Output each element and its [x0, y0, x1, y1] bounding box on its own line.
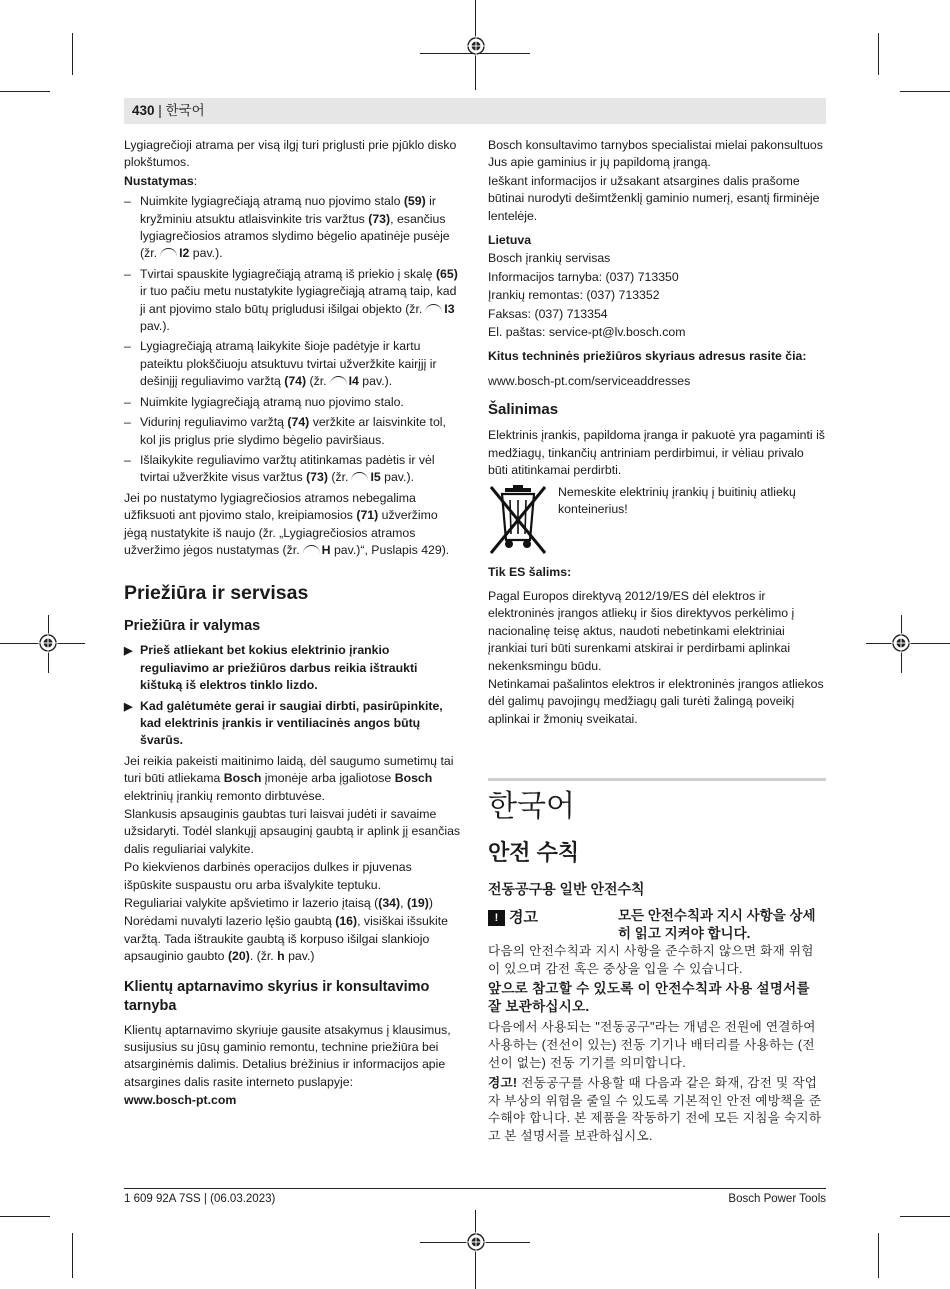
paragraph: Bosch konsultavimo tarnybos specialistai mielai pakonsultuos Jus apie gaminius ir jų papildomą įrangą. [488, 138, 823, 170]
registration-target-icon [466, 1232, 486, 1252]
subsection-title: Priežiūra ir valymas [124, 618, 261, 635]
footer-doc-number: 1 609 92A 7SS | (06.03.2023) [124, 1193, 276, 1205]
figure-ref-icon [351, 472, 368, 481]
paragraph: Slankusis apsauginis gaubtas turi laisvai judėti ir savaime užsidaryti. Todėl slankųjį apsauginį gaubtą ir aplink jį esančias dalis reguliariai valykite. [124, 807, 461, 856]
korean-subheading: 전동공구용 일반 안전수칙 [488, 881, 645, 898]
figure-ref-icon [303, 545, 320, 554]
list-item: – Išlaikykite reguliavimo varžtų atitinkamas padėtis ir vėl tvirtai užveržkite visus varžtus (73) (žr. I5 pav.). [124, 452, 461, 487]
website-link[interactable]: www.bosch-pt.com [124, 1093, 237, 1108]
section-title: Priežiūra ir servisas [124, 582, 309, 605]
warning-icon: ! [488, 910, 505, 926]
crop-mark [0, 1216, 50, 1217]
setup-heading: Nustatymas: [124, 173, 198, 188]
korean-paragraph: 경고! 전동공구를 사용할 때 다음과 같은 화재, 감전 및 작업자 부상의 위험을 줄일 수 있도록 기본적인 안전 예방책을 준수해야 합니다. 본 제품을 작동하기 전에 모든 지침을 숙지하고 본 설명서를 보관하십시오. [488, 1076, 822, 1143]
subsection-title: Klientų aptarnavimo skyrius ir konsultavimo tarnyba [124, 978, 430, 1014]
paragraph: Jei po nustatymo lygiagrečiosios atramos nebegalima užfiksuoti ant pjovimo stalo, kreipiamosios (71) užveržimo jėgą nustatykite iš naujo (žr. „Lygiagrečiosios atramos užveržimo jėgos nustatymas (žr. H pav.)“, Puslapis 429). [124, 490, 450, 557]
korean-paragraph: 다음에서 사용되는 "전동공구"라는 개념은 전원에 연결하여 사용하는 (전선이 있는) 전동 기기나 배터리를 사용하는 (전선이 없는) 전동 기기를 의미합니다. [488, 1020, 816, 1070]
left-column [124, 137, 461, 1111]
contact-line: Faksas: (037) 713354 [488, 306, 608, 321]
list-item: – Nuimkite lygiagrečiąją atramą nuo pjovimo stalo (59) ir kryžminiu atsuktu atlaisvinkite tris varžtus (73), esančius lygiagrečiosios atramos slydimo bėgelio apatinėje pusėje (žr. I2 pav.). [124, 193, 461, 263]
crossed-bin-icon [488, 484, 548, 556]
korean-paragraph: 다음의 안전수칙과 지시 사항을 준수하지 않으면 화재 위험이 있으며 감전 혹은 중상을 입을 수 있습니다. [488, 944, 814, 976]
crop-mark [900, 1216, 950, 1217]
page-number: 430 [132, 103, 155, 118]
footer-brand: Bosch Power Tools [728, 1193, 826, 1205]
figure-ref-icon [330, 376, 347, 385]
contact-line: Bosch įrankių servisas [488, 251, 611, 266]
warning-label: ! 경고 [488, 909, 538, 926]
eu-heading: Tik ES šalims: [488, 564, 572, 579]
registration-target-icon [891, 633, 911, 653]
disposal-title: Šalinimas [488, 401, 559, 419]
contact-line: Informacijos tarnyba: (037) 713350 [488, 269, 679, 284]
paragraph: Lygiagrečioji atrama per visą ilgį turi priglusti prie pjūklo disko plokštumos. [124, 138, 457, 170]
list-item: – Nuimkite lygiagrečiąją atramą nuo pjovimo stalo. [124, 394, 461, 411]
korean-keep-notice: 앞으로 참고할 수 있도록 이 안전수칙과 사용 설명서를 잘 보관하십시오. [488, 981, 810, 1015]
crop-mark [0, 91, 50, 92]
disposal-notice [488, 484, 826, 556]
warning-item: ▶ Prieš atliekant bet kokius elektrinio įrankio reguliavimo ar priežiūros darbus reikia ištraukti kištuką iš elektros tinklo lizdo. [124, 643, 418, 693]
section-divider [488, 778, 826, 781]
paragraph: Ieškant informacijos ir užsakant atsargines dalis prašome būtinai nurodyti dešimtženklį gaminio numerį, esantį firminėje lentelėje. [488, 173, 820, 223]
footer-divider [124, 1188, 826, 1189]
paragraph: Pagal Europos direktyvą 2012/19/ES dėl elektros ir elektroninės įrangos atliekų ir šios direktyvos perkėlimo į nacionalinę teisę aktus, naudoti nebetinkami elektriniai įrankiai turi būti surenkami atskirai ir perdirbami aplinkai nekenksmingu būdu. [488, 588, 795, 673]
contact-line: Įrankių remontas: (037) 713352 [488, 288, 660, 303]
arrow-right-icon: ▶ [124, 645, 133, 658]
page-header [124, 98, 826, 124]
service-address-link[interactable]: www.bosch-pt.com/serviceaddresses [488, 373, 691, 388]
crop-mark [900, 91, 950, 92]
header-language: 한국어 [165, 103, 205, 118]
paragraph: Jei reikia pakeisti maitinimo laidą, dėl saugumo sumetimų tai turi būti atliekama Bosch įmonėje arba įgaliotose Bosch elektrinių įrankių remonto dirbtuvėse. [124, 753, 454, 803]
list-item: – Vidurinį reguliavimo varžtą (74) veržkite ar laisvinkite tol, kol jis priglus prie slydimo bėgelio paviršiaus. [124, 414, 461, 449]
arrow-right-icon: ▶ [124, 700, 133, 713]
warning-block [488, 907, 826, 943]
paragraph: Po kiekvienos darbinės operacijos dulkes ir pjuvenas išpūskite suspaustu oru arba išvalykite teptuku. [124, 860, 412, 892]
crop-mark [72, 33, 73, 75]
paragraph: Reguliariai valykite apšvietimo ir lazerio įtaisą ((34), (19)) [124, 896, 433, 911]
paragraph: Elektrinis įrankis, papildoma įranga ir pakuotė yra pagaminti iš medžiagų, tinkančių antriniam perdirbimui, ir vėliau privalo būti atitinkamai perdirbti. [488, 428, 825, 478]
crop-mark [878, 1233, 879, 1278]
warning-bold-text: 모든 안전수칙과 지시 사항을 상세히 읽고 지켜야 합니다. [618, 908, 816, 942]
country-heading: Lietuva [488, 233, 532, 248]
crop-mark [72, 1233, 73, 1278]
bin-notice-text: Nemeskite elektrinių įrankių į buitinių atliekų konteinerius! [558, 484, 796, 516]
paragraph: Netinkamai pašalintos elektros ir elektroninės įrangos atliekos dėl galimų pavojingų medžiagų gali turėti žalingą poveikį aplinkai ir žmonių sveikatai. [488, 676, 824, 726]
header-separator: | [158, 103, 162, 118]
korean-title: 한국어 [488, 790, 575, 824]
header-text [132, 102, 205, 119]
right-column [488, 137, 826, 1147]
registration-target-icon [466, 36, 486, 56]
paragraph: Klientų aptarnavimo skyriuje gausite atsakymus į klausimus, susijusius su jūsų gaminio remontu, technine priežiūra bei atsarginėmis dalimis. Detalius brėžinius ir informacijos apie atsargines dalis rasite interneto puslapyje: [124, 1022, 451, 1089]
paragraph: Norėdami nuvalyti lazerio lęšio gaubtą (16), visiškai išsukite varžtą. Tada ištraukite gaubtą iš korpuso išilgai slankiojo apsauginio gaubto (20). (žr. h pav.) [124, 914, 448, 964]
korean-safety-heading: 안전 수칙 [488, 840, 580, 866]
list-item: – Tvirtai spauskite lygiagrečiąją atramą iš priekio į skalę (65) ir tuo pačiu metu nustatykite lygiagrečiąją atramą taip, kad ji ant pjovimo stalo būtų prigludusi išilgai objekto (žr. I3 pav.). [124, 266, 461, 336]
registration-target-icon [38, 633, 58, 653]
contact-line[interactable]: El. paštas: service-pt@lv.bosch.com [488, 325, 686, 340]
figure-ref-icon [425, 304, 442, 313]
address-heading: Kitus techninės priežiūros skyriaus adresus rasite čia: [488, 349, 807, 364]
crop-mark [878, 33, 879, 75]
list-item: – Lygiagrečiąją atramą laikykite šioje padėtyje ir kartu pateiktu plokščiuoju atsuktuvu tvirtai užveržkite kairįjį ir dešinįjį reguliavimo varžtą (74) (žr. I4 pav.). [124, 338, 461, 390]
warning-item: ▶ Kad galėtumėte gerai ir saugiai dirbti, pasirūpinkite, kad elektrinis įrankis ir ventiliacinės angos būtų švarūs. [124, 698, 443, 748]
figure-ref-icon [160, 248, 177, 257]
